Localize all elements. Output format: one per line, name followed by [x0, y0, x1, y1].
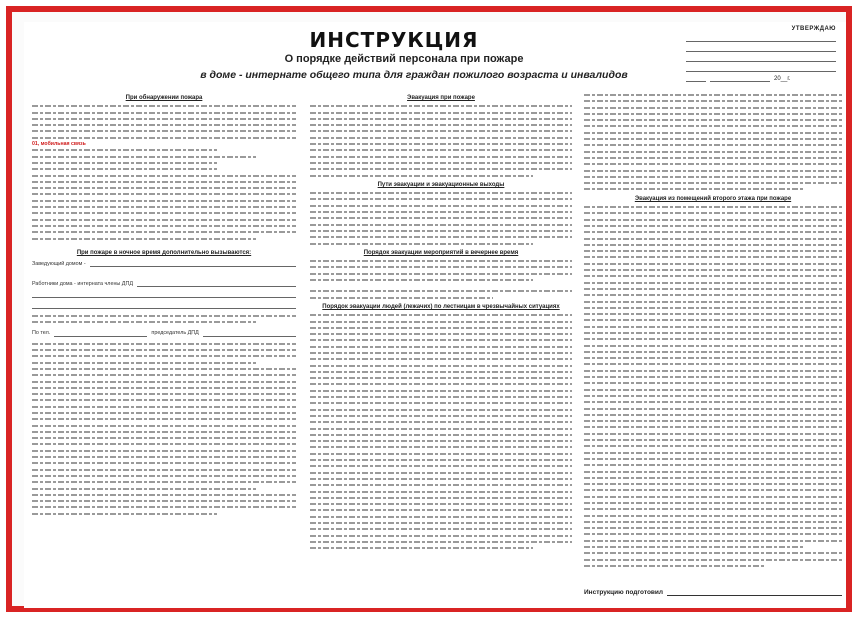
- document-body: [24, 22, 846, 608]
- page-subtitle: О порядке действий персонала при пожаре: [284, 53, 524, 65]
- approval-line: [686, 54, 836, 62]
- approval-date: [686, 74, 836, 82]
- approval-year: 20__г.: [774, 76, 791, 82]
- text-line: [584, 563, 765, 569]
- approval-line: [686, 34, 836, 42]
- fire-phone-number: 01, мобильная связь: [32, 141, 86, 148]
- approval-line: [686, 44, 836, 52]
- text-line: [32, 319, 256, 325]
- section-heading: Порядок эвакуации людей (лежачих) по лестницам в чрезвычайных ситуациях: [322, 303, 560, 310]
- page-title: ИНСТРУКЦИЯ: [309, 28, 479, 52]
- approval-block: [686, 26, 836, 82]
- section-heading: При обнаружении пожара: [125, 95, 203, 101]
- section-heading: Пути эвакуации и эвакуационные выходы: [377, 181, 505, 188]
- page-subtitle-facility: в доме - интернате общего типа для граждан пожилого возраста и инвалидов: [200, 69, 628, 81]
- text-line: [310, 173, 533, 179]
- fill-field: Заведующий домом -: [32, 260, 296, 267]
- section-heading: Эвакуация из помещений второго этажа при пожаре: [634, 195, 792, 202]
- approval-line: [686, 64, 836, 72]
- signature-line: [667, 587, 842, 596]
- approval-label: УТВЕРЖДАЮ: [791, 26, 836, 32]
- text-line: [310, 545, 533, 551]
- section-heading: Порядок эвакуации мероприятий в вечернее время: [363, 249, 519, 256]
- text-line: [32, 511, 217, 517]
- instruction-column-2: [310, 92, 572, 602]
- section-heading: Эвакуация при пожаре: [407, 95, 475, 101]
- fill-field: По тел. председатель ДПД: [32, 330, 296, 337]
- text-line: [584, 186, 803, 192]
- fill-field: Работники дома - интерната члены ДПД: [32, 280, 296, 287]
- instruction-column-1: [32, 92, 296, 602]
- signature-block: [584, 587, 842, 596]
- document-frame: [6, 6, 852, 612]
- text-line: [310, 241, 533, 247]
- instruction-column-3: [584, 92, 842, 602]
- fill-field: [32, 291, 296, 298]
- signature-label: Инструкцию подготовил: [584, 589, 664, 596]
- fill-field: [32, 302, 296, 309]
- section-heading: При пожаре в ночное время дополнительно вызываются:: [76, 249, 252, 256]
- text-line: [310, 295, 493, 301]
